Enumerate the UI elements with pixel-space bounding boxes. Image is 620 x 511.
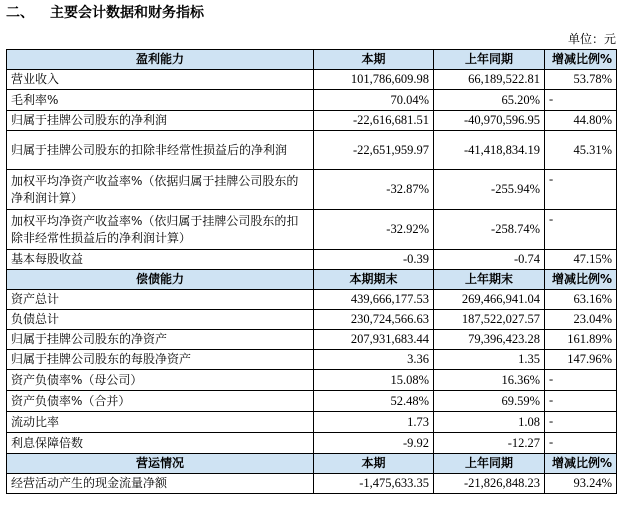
table-row	[7, 370, 617, 391]
table-row	[7, 210, 617, 250]
row-label: 加权平均净资产收益率%（依归属于挂牌公司股东的扣除非经常性损益后的净利润计算）	[7, 210, 314, 250]
table-row	[7, 310, 617, 330]
table-row	[7, 70, 617, 90]
table-row	[7, 412, 617, 433]
row-label: 利息保障倍数	[7, 433, 314, 454]
current-value: 52.48%	[314, 391, 434, 412]
current-value: -9.92	[314, 433, 434, 454]
header-cell: 上年同期	[434, 454, 545, 474]
header-cell: 本期期末	[314, 270, 434, 290]
change-value: -	[545, 170, 617, 210]
table-row	[7, 111, 617, 131]
prior-value: -21,826,848.23	[434, 474, 545, 494]
prior-value: 16.36%	[434, 370, 545, 391]
financial-indicators-table	[6, 49, 617, 494]
table-row	[7, 131, 617, 170]
table-header-row	[7, 270, 617, 290]
prior-value: -255.94%	[434, 170, 545, 210]
change-value: 93.24%	[545, 474, 617, 494]
header-cell: 本期	[314, 50, 434, 70]
prior-value: 79,396,423.28	[434, 330, 545, 350]
row-label: 归属于挂牌公司股东的每股净资产	[7, 350, 314, 370]
table-row	[7, 391, 617, 412]
change-value: 47.15%	[545, 250, 617, 270]
prior-value: 1.08	[434, 412, 545, 433]
change-value: -	[545, 370, 617, 391]
table-header-row	[7, 50, 617, 70]
header-cell: 增减比例%	[545, 50, 617, 70]
row-label: 毛利率%	[7, 90, 314, 111]
header-cell: 增减比例%	[545, 454, 617, 474]
table-row	[7, 90, 617, 111]
prior-value: 269,466,941.04	[434, 290, 545, 310]
current-value: 15.08%	[314, 370, 434, 391]
change-value: -	[545, 391, 617, 412]
current-value: 439,666,177.53	[314, 290, 434, 310]
prior-value: -40,970,596.95	[434, 111, 545, 131]
row-label: 归属于挂牌公司股东的净资产	[7, 330, 314, 350]
prior-value: 69.59%	[434, 391, 545, 412]
header-cell: 上年同期	[434, 50, 545, 70]
current-value: 3.36	[314, 350, 434, 370]
table-row	[7, 170, 617, 210]
current-value: -0.39	[314, 250, 434, 270]
current-value: 207,931,683.44	[314, 330, 434, 350]
current-value: -22,616,681.51	[314, 111, 434, 131]
table-row	[7, 433, 617, 454]
change-value: 53.78%	[545, 70, 617, 90]
current-value: -22,651,959.97	[314, 131, 434, 170]
current-value: 1.73	[314, 412, 434, 433]
current-value: 70.04%	[314, 90, 434, 111]
table-row	[7, 474, 617, 494]
current-value: -32.87%	[314, 170, 434, 210]
change-value: 63.16%	[545, 290, 617, 310]
prior-value: -41,418,834.19	[434, 131, 545, 170]
row-label: 资产负债率%（母公司）	[7, 370, 314, 391]
row-label: 营业收入	[7, 70, 314, 90]
section-title: 主要会计数据和财务指标	[50, 5, 204, 21]
change-value: -	[545, 412, 617, 433]
table-row	[7, 250, 617, 270]
table-row	[7, 350, 617, 370]
header-cell: 上年期末	[434, 270, 545, 290]
header-cell: 偿债能力	[7, 270, 314, 290]
table-row	[7, 330, 617, 350]
unit-label: 单位：元	[567, 32, 616, 46]
header-cell: 增减比例%	[545, 270, 617, 290]
current-value: -32.92%	[314, 210, 434, 250]
row-label: 归属于挂牌公司股东的扣除非经常性损益后的净利润	[7, 131, 314, 170]
change-value: 44.80%	[545, 111, 617, 131]
section-heading	[6, 2, 204, 24]
row-label: 资产负债率%（合并）	[7, 391, 314, 412]
row-label: 经营活动产生的现金流量净额	[7, 474, 314, 494]
change-value: 23.04%	[545, 310, 617, 330]
header-cell: 营运情况	[7, 454, 314, 474]
prior-value: -12.27	[434, 433, 545, 454]
prior-value: 66,189,522.81	[434, 70, 545, 90]
current-value: 230,724,566.63	[314, 310, 434, 330]
current-value: 101,786,609.98	[314, 70, 434, 90]
prior-value: 187,522,027.57	[434, 310, 545, 330]
table-row	[7, 290, 617, 310]
change-value: 45.31%	[545, 131, 617, 170]
change-value: -	[545, 210, 617, 250]
change-value: 147.96%	[545, 350, 617, 370]
prior-value: 1.35	[434, 350, 545, 370]
current-value: -1,475,633.35	[314, 474, 434, 494]
row-label: 归属于挂牌公司股东的净利润	[7, 111, 314, 131]
prior-value: 65.20%	[434, 90, 545, 111]
table-header-row	[7, 454, 617, 474]
header-cell: 本期	[314, 454, 434, 474]
row-label: 资产总计	[7, 290, 314, 310]
row-label: 基本每股收益	[7, 250, 314, 270]
change-value: 161.89%	[545, 330, 617, 350]
change-value: -	[545, 433, 617, 454]
prior-value: -258.74%	[434, 210, 545, 250]
header-cell: 盈利能力	[7, 50, 314, 70]
change-value: -	[545, 90, 617, 111]
row-label: 加权平均净资产收益率%（依据归属于挂牌公司股东的净利润计算）	[7, 170, 314, 210]
prior-value: -0.74	[434, 250, 545, 270]
section-number: 二、	[6, 5, 34, 21]
row-label: 流动比率	[7, 412, 314, 433]
row-label: 负债总计	[7, 310, 314, 330]
